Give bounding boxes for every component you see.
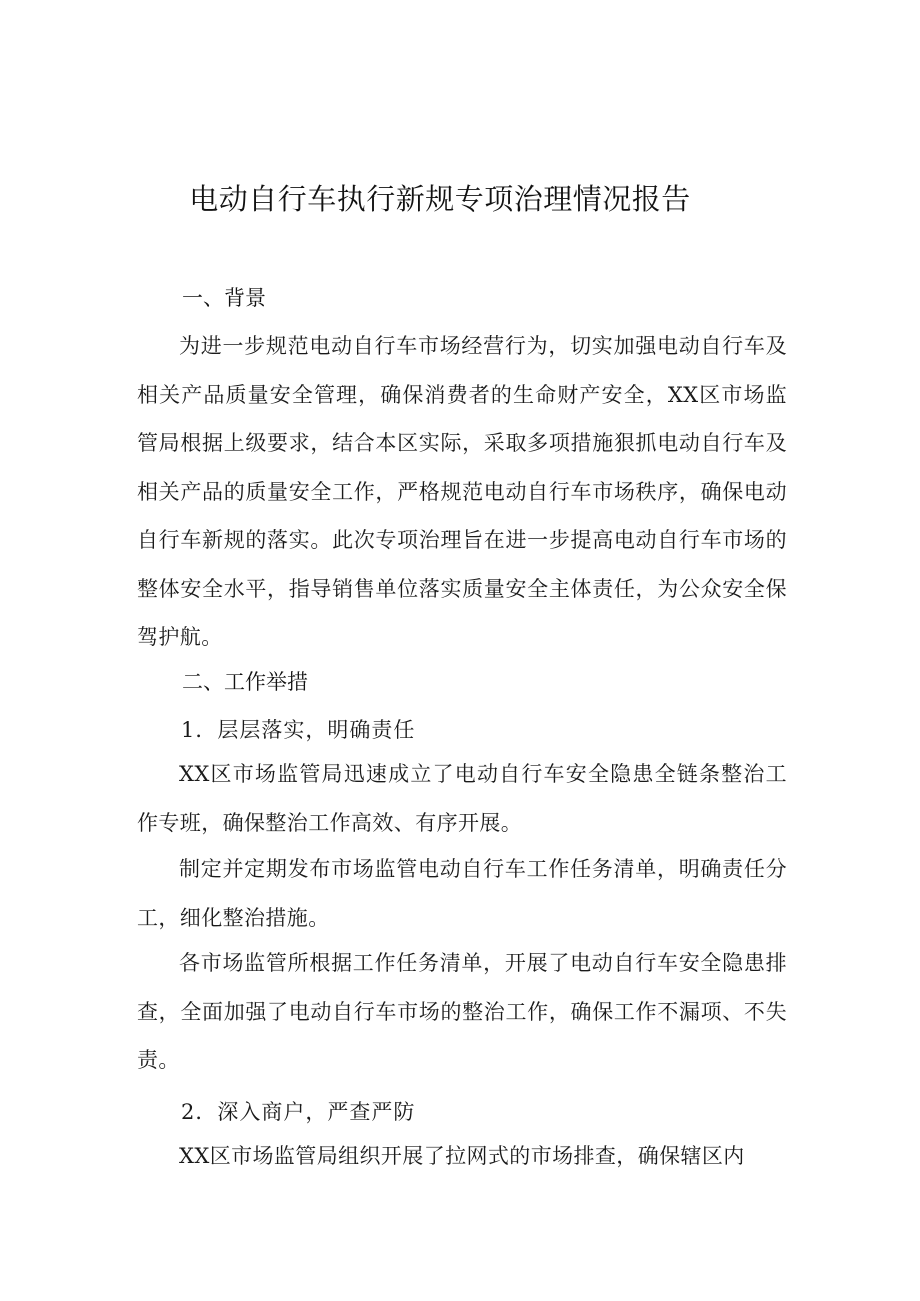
section-heading-measures: 二、工作举措	[182, 670, 308, 694]
measure-1-paragraph-3: 各市场监管所根据工作任务清单，开展了电动自行车安全隐患排查，全面加强了电动自行车市场的整治工作，确保工作不漏项、不失责。	[137, 951, 787, 1072]
measure-2-paragraph: XX区市场监管局组织开展了拉网式的市场排查，确保辖区内	[179, 1144, 745, 1168]
background-paragraph: 为进一步规范电动自行车市场经营行为，切实加强电动自行车及相关产品质量安全管理，确保消费者的生命财产安全，XX区市场监管局根据上级要求，结合本区实际，采取多项措施狠抓电动自行车及相关产品的质量安全工作，严格规范电动自行车市场秩序，确保电动自行车新规的落实。此次专项治理旨在进一步提高电动自行车市场的整体安全水平，指导销售单位落实质量安全主体责任，为公众安全保驾护航。	[137, 334, 787, 649]
measure-1-paragraph-1: XX区市场监管局迅速成立了电动自行车安全隐患全链条整治工作专班，确保整治工作高效、有序开展。	[137, 762, 787, 835]
measure-1-paragraph-2: 制定并定期发布市场监管电动自行车工作任务清单，明确责任分工，细化整治措施。	[137, 857, 787, 930]
section-heading-background: 一、背景	[182, 286, 266, 310]
measure-1-heading: 1．层层落实，明确责任	[181, 718, 416, 742]
document-title: 电动自行车执行新规专项治理情况报告	[189, 182, 691, 216]
measure-2-heading: 2．深入商户，严查严防	[181, 1100, 416, 1124]
